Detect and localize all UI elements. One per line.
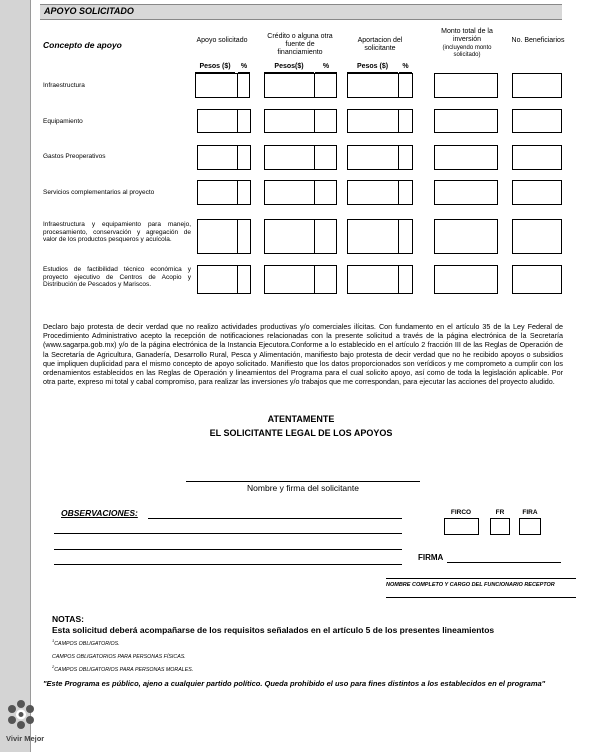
row1-beneficiarios[interactable] bbox=[512, 73, 562, 98]
row4-credito-pct[interactable] bbox=[314, 180, 337, 205]
row6-beneficiarios[interactable] bbox=[512, 265, 562, 294]
row1-credito-pct[interactable] bbox=[314, 73, 337, 98]
row4-beneficiarios[interactable] bbox=[512, 180, 562, 205]
row5-apoyo-pct[interactable] bbox=[237, 219, 251, 254]
observaciones-line-3[interactable] bbox=[54, 549, 402, 550]
row3-credito-pct[interactable] bbox=[314, 145, 337, 170]
row2-credito-pct[interactable] bbox=[314, 109, 337, 133]
section-title: APOYO SOLICITADO bbox=[44, 6, 134, 16]
row6-monto[interactable] bbox=[434, 265, 498, 294]
sub-pesos-apoyo: Pesos ($) bbox=[195, 62, 235, 73]
vivir-mejor-logo bbox=[6, 698, 46, 750]
observaciones-line-1[interactable] bbox=[148, 518, 402, 519]
row1-apoyo-pct[interactable] bbox=[237, 73, 250, 98]
row6-aportacion-pct[interactable] bbox=[398, 265, 413, 294]
observaciones-line-2[interactable] bbox=[54, 533, 402, 534]
row5-apoyo-pesos[interactable] bbox=[197, 219, 238, 254]
solicitante-legal-heading: EL SOLICITANTE LEGAL DE LOS APOYOS bbox=[209, 428, 393, 438]
row3-beneficiarios[interactable] bbox=[512, 145, 562, 170]
sub-pct-aportacion: % bbox=[399, 62, 412, 73]
atentamente-heading: ATENTAMENTE bbox=[267, 414, 335, 424]
row4-credito-pesos[interactable] bbox=[264, 180, 315, 205]
row2-apoyo-pct[interactable] bbox=[237, 109, 251, 133]
row2-credito-pesos[interactable] bbox=[264, 109, 315, 133]
row3-monto[interactable] bbox=[434, 145, 498, 170]
row-label-servicios: Servicios complementarios al proyecto bbox=[43, 189, 155, 196]
row2-monto[interactable] bbox=[434, 109, 498, 133]
funcionario-line[interactable] bbox=[386, 578, 576, 579]
row3-apoyo-pesos[interactable] bbox=[197, 145, 238, 170]
fr-checkbox[interactable] bbox=[490, 518, 510, 535]
row1-apoyo-pesos[interactable] bbox=[195, 73, 238, 98]
fr-label: FR bbox=[495, 509, 505, 516]
row2-apoyo-pesos[interactable] bbox=[197, 109, 238, 133]
notas-text: Esta solicitud deberá acompañarse de los requisitos señalados en el artículo 5 de los presentes lineamientos bbox=[52, 625, 495, 635]
firma-label: FIRMA bbox=[418, 553, 444, 562]
firma-line[interactable] bbox=[447, 562, 561, 563]
signature-line[interactable] bbox=[186, 481, 420, 482]
row6-apoyo-pesos[interactable] bbox=[197, 265, 238, 294]
row4-apoyo-pesos[interactable] bbox=[197, 180, 238, 205]
sub-pct-apoyo: % bbox=[238, 62, 250, 73]
funcionario-underline bbox=[386, 597, 576, 598]
sub-pesos-credito: Pesos($) bbox=[264, 62, 314, 73]
notas-title: NOTAS: bbox=[52, 614, 84, 624]
footnote-1: $^1$CAMPOS OBLIGATORIOS. bbox=[52, 638, 120, 647]
row5-aportacion-pct[interactable] bbox=[398, 219, 413, 254]
row5-beneficiarios[interactable] bbox=[512, 219, 562, 254]
row5-monto[interactable] bbox=[434, 219, 498, 254]
row4-monto[interactable] bbox=[434, 180, 498, 205]
row6-aportacion-pesos[interactable] bbox=[347, 265, 399, 294]
row3-credito-pesos[interactable] bbox=[264, 145, 315, 170]
sub-pct-credito: % bbox=[315, 62, 337, 73]
row4-apoyo-pct[interactable] bbox=[237, 180, 251, 205]
row-label-manejo: Infraestructura y equipamiento para manejo, procesamiento, conservación y agregación de valor de los productos pesqueros y acuícola. bbox=[43, 221, 191, 243]
row1-monto[interactable] bbox=[434, 73, 498, 98]
row1-aportacion-pesos[interactable] bbox=[347, 73, 399, 98]
signature-caption: Nombre y firma del solicitante bbox=[247, 483, 359, 493]
sub-pesos-aportacion: Pesos ($) bbox=[347, 62, 398, 73]
observaciones-line-4[interactable] bbox=[54, 564, 402, 565]
row-label-infraestructura: Infraestructura bbox=[43, 82, 85, 89]
footnote-2: CAMPOS OBLIGATORIOS PARA PERSONAS FÍSICAS. bbox=[52, 653, 186, 660]
section-title-bar bbox=[40, 4, 562, 20]
row4-aportacion-pct[interactable] bbox=[398, 180, 413, 205]
row5-credito-pct[interactable] bbox=[314, 219, 337, 254]
concept-header: Concepto de apoyo bbox=[43, 40, 122, 50]
row6-credito-pesos[interactable] bbox=[264, 265, 315, 294]
col-apoyo-header: Apoyo solicitado bbox=[196, 37, 248, 44]
observaciones-label: OBSERVACIONES: bbox=[61, 508, 138, 518]
col-beneficiarios-header: No. Beneficiarios bbox=[511, 37, 565, 44]
row3-aportacion-pct[interactable] bbox=[398, 145, 413, 170]
row6-apoyo-pct[interactable] bbox=[237, 265, 251, 294]
left-sidebar bbox=[0, 0, 31, 752]
firco-checkbox[interactable] bbox=[444, 518, 479, 535]
row4-aportacion-pesos[interactable] bbox=[347, 180, 399, 205]
col-credito-header: Crédito o alguna otra fuente de financiamiento bbox=[267, 33, 333, 56]
row-label-estudios: Estudios de factibilidad técnico económica y proyecto ejecutivo de Centros de Acopio y Distribución de Pescados y Mariscos. bbox=[43, 266, 191, 288]
row5-aportacion-pesos[interactable] bbox=[347, 219, 399, 254]
col-aportacion-header: Aportacion del solicitante bbox=[357, 37, 403, 52]
fira-label: FIRA bbox=[522, 509, 538, 516]
declaration-text: Declaro bajo protesta de decir verdad que no realizo actividades productivas y/o comerciales ilícitas. Con fundamento en el artículo 35 de la Ley Federal de Procedimiento Administrativo acepto la recepción de notificaciones relacionadas con la presente solicitud a través de la página electrónica de la Secretaría (www.sagarpa.gob.mx) y/o de la página electrónica de la Instancia Ejecutora.Conforme a lo establecido en el artículo 2 fracción III de las Reglas de Operación de la Secretaría de Agricultura, Ganadería, Desarrollo Rural, Pesca y Alimentación, manifiesto bajo protesta de decir verdad que no he recibido apoyos o subsidios que impliquen duplicidad para el mismo concepto de apoyo solicitado. Manifiesto que los datos proporcionados son verídicos y me comprometo a cumplir con los ordenamientos establecidos en las Reglas de Operación y lineamientos del Programa para el cual solicito apoyo, así como de toda la legislación aplicable. Por otra parte, expreso mi total y cabal compromiso, para realizar las inversiones y/o trabajos que me correspondan, para ejecutar las acciones del proyecto aludido. bbox=[43, 322, 563, 387]
row3-apoyo-pct[interactable] bbox=[237, 145, 251, 170]
row6-credito-pct[interactable] bbox=[314, 265, 337, 294]
row5-credito-pesos[interactable] bbox=[264, 219, 315, 254]
col-monto-note: (incluyendo monto solicitado) bbox=[442, 45, 492, 58]
row2-aportacion-pct[interactable] bbox=[398, 109, 413, 133]
fira-checkbox[interactable] bbox=[519, 518, 541, 535]
row1-credito-pesos[interactable] bbox=[264, 73, 315, 98]
col-monto-header: Monto total de la inversión bbox=[441, 28, 493, 43]
funcionario-caption: NOMBRE COMPLETO Y CARGO DEL FUNCIONARIO RECEPTOR bbox=[386, 582, 555, 588]
firco-label: FIRCO bbox=[450, 509, 472, 516]
row-label-gastos: Gastos Preoperativos bbox=[43, 153, 106, 160]
star-burst-icon bbox=[6, 698, 36, 732]
row2-aportacion-pesos[interactable] bbox=[347, 109, 399, 133]
row3-aportacion-pesos[interactable] bbox=[347, 145, 399, 170]
row2-beneficiarios[interactable] bbox=[512, 109, 562, 133]
row1-aportacion-pct[interactable] bbox=[398, 73, 413, 98]
logo-text: Vivir Mejor bbox=[6, 734, 45, 743]
disclaimer-text: "Este Programa es público, ajeno a cualquier partido político. Queda prohibido el uso para fines distintos a los establecidos en el programa" bbox=[43, 679, 546, 688]
row-label-equipamiento: Equipamiento bbox=[43, 118, 83, 125]
footnote-3: $^2$CAMPOS OBLIGATORIOS PARA PERSONAS MORALES. bbox=[52, 664, 194, 673]
